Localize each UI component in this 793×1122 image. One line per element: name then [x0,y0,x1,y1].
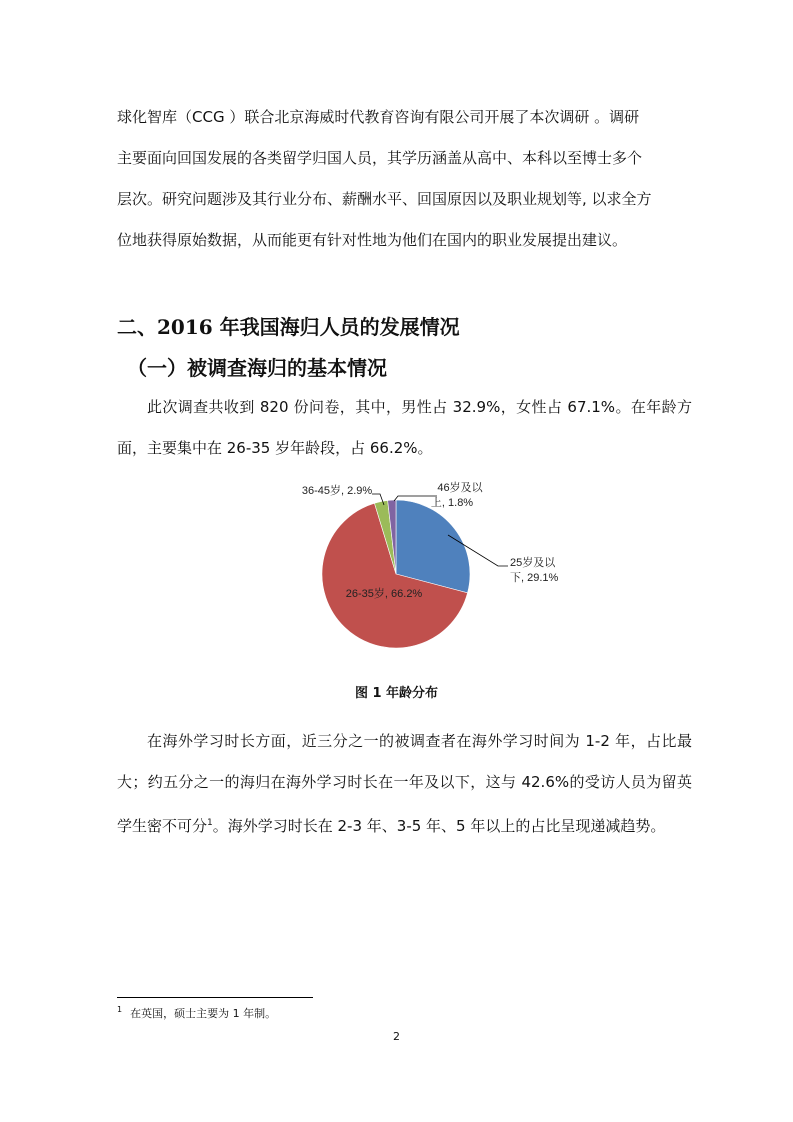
footnote-text: 在英国，硕士主要为 1 年制。 [130,1007,277,1020]
survey-paragraph: 此次调查共收到 820 份问卷，其中，男性占 32.9%，女性占 67.1%。在年龄方面，主要集中在 26-35 岁年龄段，占 66.2%。 [117,398,692,457]
figure-caption: 图 1 年龄分布 [354,686,439,701]
section-heading: 二、2016 年我国海归人员的发展情况 [117,315,460,339]
slice-label-1: 25岁及以下, 29.1% [510,557,559,584]
slice-label-4: 46岁及以上, 1.8% [430,482,483,509]
subsection-heading: （一）被调查海归的基本情况 [127,356,387,380]
footnote-divider [117,997,313,998]
page-number: 2 [393,1030,400,1043]
slice-label-2: 26-35岁, 66.2% [345,588,423,600]
intro-line: 主要面向回国发展的各类留学归国人员，其学历涵盖从高中、本科以至博士多个 [117,149,643,167]
slice-label-3: 36-45岁, 2.9% [301,485,373,497]
study-text-part1: 在海外学习时长方面，近三分之一的被调查者在海外学习时间为 1-2 年，占比最大；约五分之一的海归在海外学习时长在一年及以下，这与 42.6%的受访人员为留英学生密不可分 [117,732,692,835]
intro-line: 层次。研究问题涉及其行业分布、薪酬水平、回国原因以及职业规划等, 以求全方 [117,190,652,208]
study-duration-paragraph [117,721,692,847]
study-text-part2: 。海外学习时长在 2-3 年、3-5 年、5 年以上的占比呈现递减趋势。 [212,817,666,835]
intro-line: 位地获得原始数据，从而能更有针对性地为他们在国内的职业发展提出建议。 [117,231,628,249]
footnote [117,1005,276,1021]
footnote-ref: 1 [207,818,213,828]
footnote-mark: 1 [117,1005,123,1015]
intro-line: 球化智库（CCG ）联合北京海威时代教育咨询有限公司开展了本次调研 。调研 [117,108,640,126]
